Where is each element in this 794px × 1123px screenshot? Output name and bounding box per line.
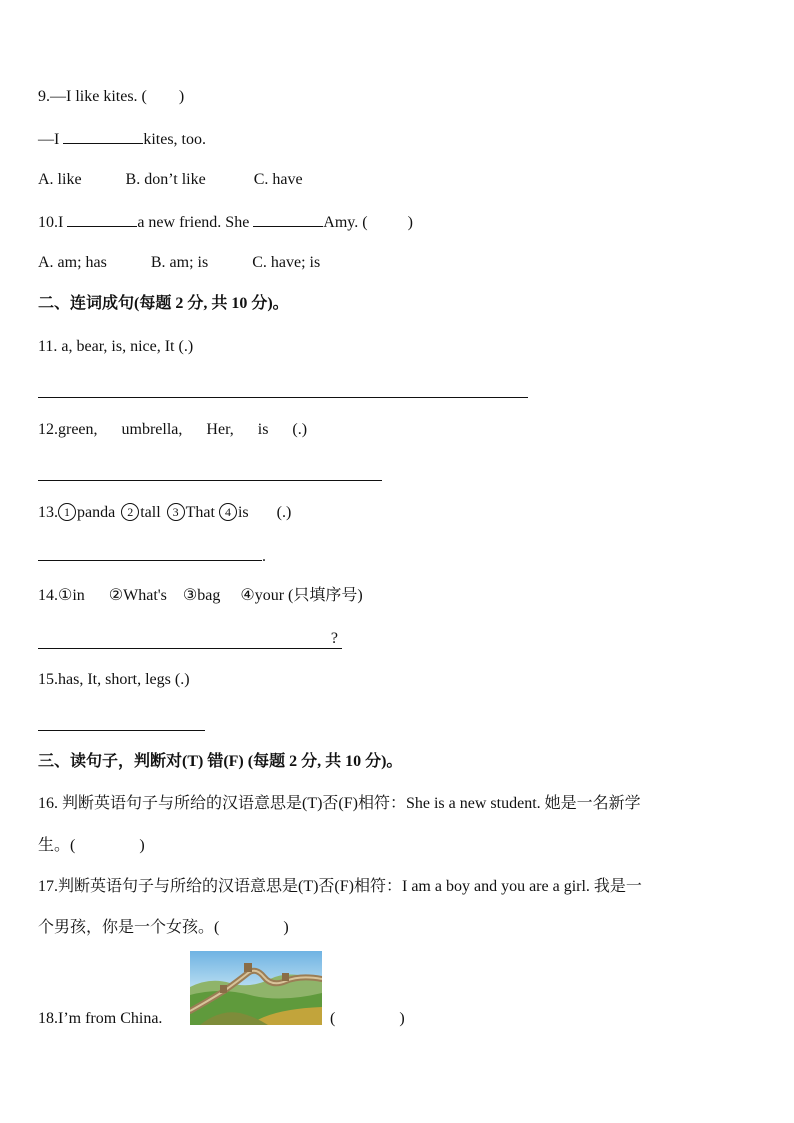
- q13-word-2: tall: [140, 504, 161, 521]
- q13-answer-line[interactable]: [38, 546, 262, 561]
- q10-option-c[interactable]: C. have; is: [252, 254, 321, 271]
- q13-answer-row: [38, 546, 266, 567]
- q15-answer-line[interactable]: [38, 730, 205, 731]
- circled-number-2: 2: [121, 503, 139, 521]
- q9-question: 9.—I like kites. ( ): [38, 88, 185, 105]
- q11-question: 11. a, bear, is, nice, It (.): [38, 338, 194, 355]
- q18-question: 18.I’m from China.: [38, 1010, 163, 1027]
- q14-word-2: What's: [123, 587, 167, 604]
- q13-word-4: is: [237, 504, 249, 521]
- q14-num-4: ④: [240, 587, 255, 604]
- q12-word-5: (.): [292, 421, 308, 438]
- q9-option-c[interactable]: C. have: [253, 171, 303, 188]
- section-3-heading: 三、读句子，判断对(T) 错(F) (每题 2 分, 共 10 分)。: [38, 753, 403, 770]
- q10-options: [38, 253, 320, 273]
- q14-word-1: in: [72, 587, 85, 604]
- q10-part3: Amy. (: [323, 214, 368, 231]
- q14-answer-line[interactable]: [38, 629, 342, 649]
- q10-blank-1[interactable]: [67, 212, 137, 227]
- q12-word-2: umbrella,: [121, 421, 183, 438]
- q10-part4: ): [407, 214, 413, 231]
- q17-question: 17.判断英语句子与所给的汉语意思是(T)否(F)相符：I am a boy and you are a girl. 我是一: [38, 878, 642, 895]
- q17-answer[interactable]: 个男孩，你是一个女孩。( ): [38, 919, 289, 936]
- q14-question: [38, 586, 363, 606]
- q12-question: [38, 420, 307, 440]
- q9-option-a[interactable]: A. like: [38, 171, 82, 188]
- q10-part2: a new friend. She: [137, 214, 254, 231]
- q13-end: (.): [276, 504, 292, 521]
- q13-question: [38, 503, 291, 523]
- q12-answer-line[interactable]: [38, 480, 382, 481]
- q12-word-1: 12.green,: [38, 421, 98, 438]
- q13-word-3: That: [185, 504, 215, 521]
- q13-prefix: 13.: [38, 504, 58, 521]
- q15-question: 15.has, It, short, legs (.): [38, 671, 190, 688]
- q16-answer[interactable]: 生。( ): [38, 837, 145, 854]
- q10-part1: 10.I: [38, 214, 68, 231]
- circled-number-4: 4: [219, 503, 237, 521]
- q9-line2-start: —I: [38, 131, 64, 148]
- circled-number-1: 1: [58, 503, 76, 521]
- q10-option-a[interactable]: A. am; has: [38, 254, 107, 271]
- q14-num-2: ②: [108, 587, 124, 604]
- q14-word-3: bag: [197, 587, 221, 604]
- q10-option-b[interactable]: B. am; is: [150, 254, 209, 271]
- q9-blank[interactable]: [63, 129, 143, 144]
- circled-number-3: 3: [167, 503, 185, 521]
- q13-word-1: panda: [77, 504, 116, 521]
- q14-num-1: ①: [58, 587, 73, 604]
- q14-num-3: ③: [182, 587, 198, 604]
- q12-word-4: is: [257, 421, 269, 438]
- q13-answer-end: .: [262, 548, 266, 565]
- q14-prefix: 14.: [38, 587, 58, 604]
- section-2-heading: 二、连词成句(每题 2 分, 共 10 分)。: [38, 295, 289, 312]
- q14-answer-end: ?: [330, 630, 338, 647]
- q9-answer-line: [38, 129, 206, 150]
- q9-option-b[interactable]: B. don’t like: [125, 171, 206, 188]
- q16-question: 16. 判断英语句子与所给的汉语意思是(T)否(F)相符：She is a new student. 她是一名新学: [38, 795, 641, 812]
- q10-question: [38, 212, 413, 233]
- q10-blank-2[interactable]: [253, 212, 323, 227]
- q9-options: [38, 170, 303, 190]
- q11-answer-line[interactable]: [38, 397, 528, 398]
- great-wall-picture: [190, 951, 322, 1025]
- q18-answer[interactable]: ( ): [330, 1010, 405, 1027]
- q9-line2-end: kites, too.: [143, 131, 206, 148]
- q14-word-4: your (只填序号): [254, 587, 363, 604]
- q12-word-3: Her,: [206, 421, 234, 438]
